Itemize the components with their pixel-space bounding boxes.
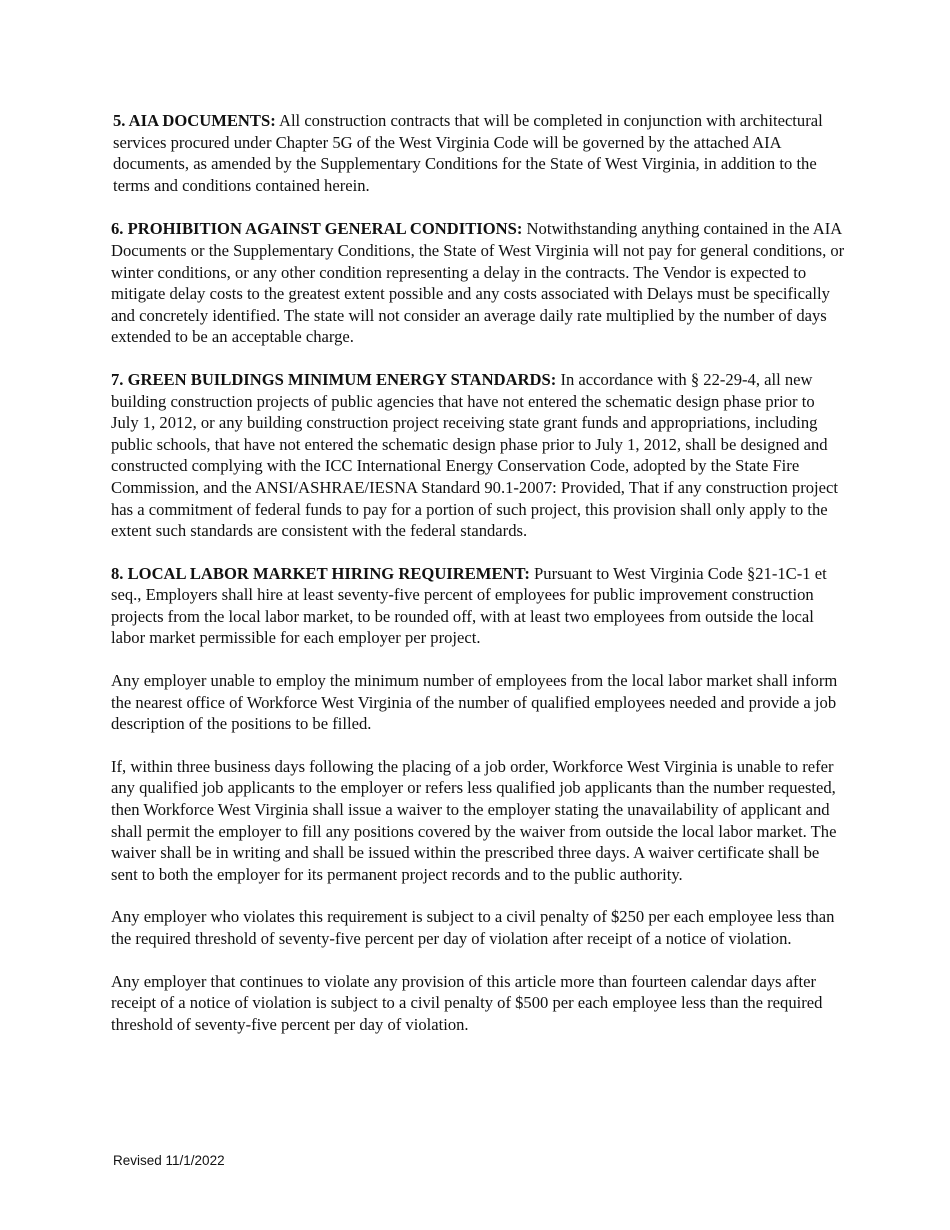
paragraph-waiver: If, within three business days following the placing of a job order, Workforce West Virginia is unable to refer any qualified job applicants to the employer or refers less qualified job applicants than the number requested, then Workforce West Virginia shall issue a waiver to the employer stating the unavailability of applicant and shall permit the employer to fill any positions covered by the waiver from outside the local labor market. The waiver shall be in writing and shall be issued within the prescribed three days. A waiver certificate shall be sent to both the employer for its permanent project records and to the public authority. xyxy=(111,756,837,884)
section-heading: 6. PROHIBITION AGAINST GENERAL CONDITIONS: xyxy=(111,219,523,239)
section-heading: 8. LOCAL LABOR MARKET HIRING REQUIREMENT: xyxy=(111,563,530,583)
section-text: In accordance with § 22-29-4, all new building construction projects of public agencies that have not entered the schematic design phase prior to July 1, 2012, or any building construction project receiving state grant funds and appropriations, including public schools, that have not entered the schematic design phase prior to July 1, 2012, shall be designed and constructed complying with the ICC International Energy Conservation Code, adopted by the State Fire Commission, and the ANSI/ASHRAE/IESNA Standard 90.1-2007: Provided, That if any construction project has a commitment of federal funds to pay for a portion of such project, this provision shall only apply to the extent such standards are consistent with the federal standards. xyxy=(111,369,838,541)
document-body xyxy=(111,110,846,1056)
section-heading: 5. AIA DOCUMENTS: xyxy=(113,111,276,130)
paragraph-minimum-employees: Any employer unable to employ the minimum number of employees from the local labor market shall inform the nearest office of Workforce West Virginia of the number of qualified employees needed and provide a job description of the positions to be filled. xyxy=(111,671,838,734)
section-prohibition-general-conditions xyxy=(111,218,846,348)
paragraph-civil-penalty-500: Any employer that continues to violate any provision of this article more than fourteen calendar days after receipt of a notice of violation is subject to a civil penalty of $500 per each employee less than the required threshold of seventy-five percent per day of violation. xyxy=(111,971,823,1034)
section-text: Notwithstanding anything contained in the AIA Documents or the Supplementary Conditions, the State of West Virginia will not pay for general conditions, or winter conditions, or any other condition representing a delay in the contracts. The Vendor is expected to mitigate delay costs to the greatest extent possible and any costs associated with Delays must be specifically and concretely identified. The state will not consider an average daily rate multiplied by the number of days extended to be an acceptable charge. xyxy=(111,219,845,347)
revision-date: Revised 11/1/2022 xyxy=(113,1153,225,1168)
paragraph-civil-penalty-250: Any employer who violates this requirement is subject to a civil penalty of $250 per each employee less than the required threshold of seventy-five percent per day of violation after receipt of a notice of violation. xyxy=(111,907,835,948)
section-local-labor-market xyxy=(111,563,846,649)
section-green-buildings xyxy=(111,369,846,542)
section-text: All construction contracts that will be completed in conjunction with architectural services procured under Chapter 5G of the West Virginia Code will be governed by the attached AIA documents, as amended by the Supplementary Conditions for the State of West Virginia, in addition to the terms and conditions contained herein. xyxy=(113,111,823,195)
section-text: Pursuant to West Virginia Code §21-1C-1 et seq., Employers shall hire at least seventy-five percent of employees for public improvement construction projects from the local labor market, to be rounded off, with at least two employees from outside the local labor market permissible for each employer per project. xyxy=(111,563,827,648)
section-aia-documents xyxy=(111,110,846,196)
section-heading: 7. GREEN BUILDINGS MINIMUM ENERGY STANDARDS: xyxy=(111,369,557,389)
